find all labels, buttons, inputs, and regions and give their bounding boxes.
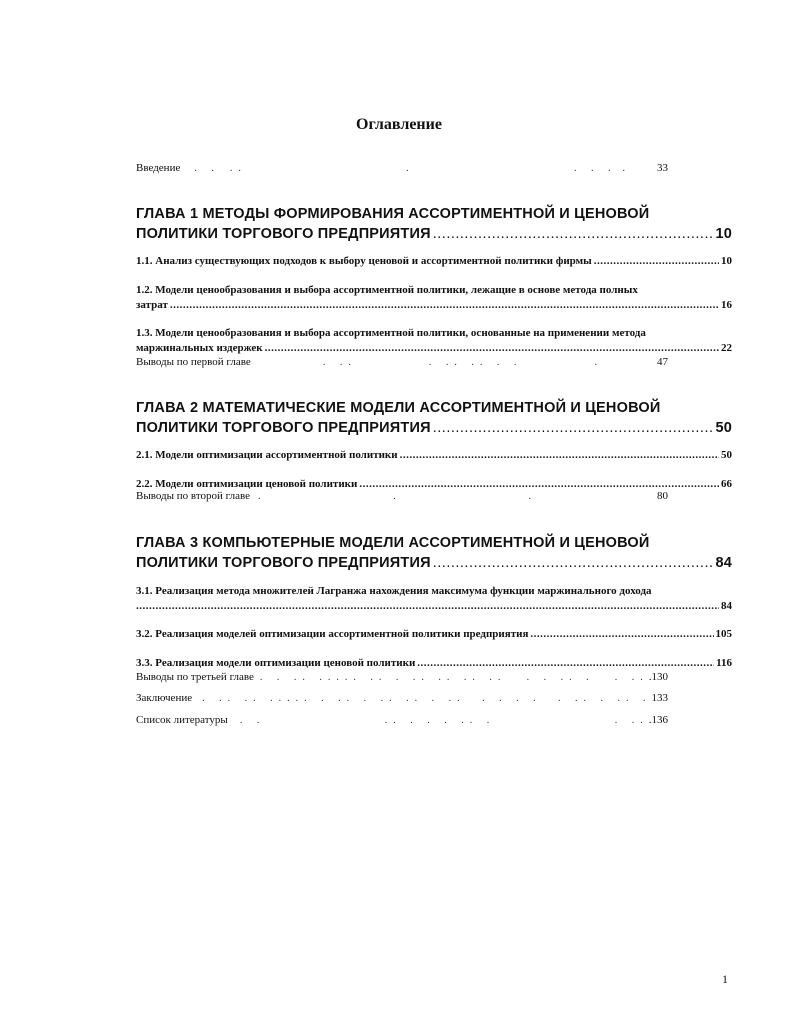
toc-section-3-2[interactable] xyxy=(136,627,732,642)
chapter-page: 50 xyxy=(715,420,732,436)
section-title: 2.2. Модели оптимизации ценовой политики xyxy=(136,478,358,490)
toc-conclusion-3[interactable]: Выводы по третьей главе . . .. ..... .. . .. .. .. .. . . .. . . .. .130 xyxy=(136,671,668,683)
toc-section-3-1[interactable] xyxy=(136,584,732,614)
toc-section-1-2[interactable] xyxy=(136,283,732,313)
section-title-line1: 3.1. Реализация метода множителей Лагранжа нахождения максимума функции маржинального дохода xyxy=(136,585,652,597)
section-page: 105 xyxy=(715,628,732,640)
toc-conclusion-2[interactable]: Выводы по второй главе . . . 80 xyxy=(136,490,668,502)
toc-entry-page: 133 xyxy=(651,692,669,704)
toc-entry-label: Заключение xyxy=(136,692,193,704)
toc-entry-page: 33 xyxy=(657,162,668,174)
section-title-line2: затрат xyxy=(136,299,168,311)
page-number: 1 xyxy=(722,972,728,986)
section-page: 50 xyxy=(721,449,732,461)
section-page: 66 xyxy=(721,478,732,490)
toc-entry-page: .130 xyxy=(648,671,668,683)
section-title: 1.1. Анализ существующих подходов к выбору ценовой и ассортиментной политики фирмы xyxy=(136,255,592,267)
chapter-title-line1: ГЛАВА 3 КОМПЬЮТЕРНЫЕ МОДЕЛИ АССОРТИМЕНТНОЙ И ЦЕНОВОЙ xyxy=(136,535,650,551)
chapter-title-line2: ПОЛИТИКИ ТОРГОВОГО ПРЕДПРИЯТИЯ xyxy=(136,555,431,571)
section-page: 84 xyxy=(721,600,732,612)
toc-section-1-1[interactable] xyxy=(136,254,732,269)
dot-leader xyxy=(433,553,714,573)
toc-conclusion-1[interactable]: Выводы по первой главе . .. . .. .. . . . 47 xyxy=(136,356,668,368)
section-title: 2.1. Модели оптимизации ассортиментной политики xyxy=(136,449,398,461)
toc-entry-intro[interactable]: Введение . . .. . . . . . 33 xyxy=(136,162,668,174)
toc-entry-label: Введение xyxy=(136,162,181,174)
section-title-line2: маржинальных издержек xyxy=(136,342,263,354)
toc-chapter-3[interactable] xyxy=(136,533,732,573)
chapter-title-line1: ГЛАВА 2 МАТЕМАТИЧЕСКИЕ МОДЕЛИ АССОРТИМЕНТНОЙ И ЦЕНОВОЙ xyxy=(136,400,661,416)
section-page: 116 xyxy=(716,657,732,669)
section-title: 3.3. Реализация модели оптимизации ценовой политики xyxy=(136,657,416,669)
toc-entry-label: Список литературы xyxy=(136,714,228,726)
toc-entry-page: 47 xyxy=(657,356,668,368)
dot-leader xyxy=(170,298,719,313)
section-title: 3.2. Реализация моделей оптимизации ассортиментной политики предприятия xyxy=(136,628,529,640)
toc-entry-references[interactable]: Список литературы . . .. . . . .. . . .. .136 xyxy=(136,714,668,726)
toc-section-2-1[interactable] xyxy=(136,448,732,463)
toc-entry-label: Выводы по третьей главе xyxy=(136,671,254,683)
dot-leader xyxy=(136,599,719,614)
section-page: 10 xyxy=(721,255,732,267)
chapter-title-line1: ГЛАВА 1 МЕТОДЫ ФОРМИРОВАНИЯ АССОРТИМЕНТНОЙ И ЦЕНОВОЙ xyxy=(136,206,650,222)
section-page: 16 xyxy=(721,299,732,311)
chapter-title-line2: ПОЛИТИКИ ТОРГОВОГО ПРЕДПРИЯТИЯ xyxy=(136,420,431,436)
toc-entry-page: .136 xyxy=(648,714,668,726)
section-title-line1: 1.3. Модели ценообразования и выбора ассортиментной политики, основанные на применении метода xyxy=(136,327,646,339)
dot-leader xyxy=(594,254,719,269)
chapter-page: 84 xyxy=(715,555,732,571)
toc-section-1-3[interactable] xyxy=(136,326,732,356)
dot-leader xyxy=(265,341,719,356)
chapter-page: 10 xyxy=(715,226,732,242)
toc-entry-label: Выводы по первой главе xyxy=(136,356,251,368)
dot-leader xyxy=(530,627,713,642)
dot-leader xyxy=(433,224,714,244)
section-page: 22 xyxy=(721,342,732,354)
chapter-title-line2: ПОЛИТИКИ ТОРГОВОГО ПРЕДПРИЯТИЯ xyxy=(136,226,431,242)
dot-leader xyxy=(433,418,714,438)
toc-entry-conclusion[interactable]: Заключение . .. .. ..... . .. . .. .. . .. . . . . . .. . .. . 133 xyxy=(136,692,669,704)
toc-chapter-2[interactable] xyxy=(136,398,732,438)
dot-leader xyxy=(417,656,714,671)
toc-section-3-3[interactable] xyxy=(136,656,732,671)
dot-leader xyxy=(400,448,719,463)
toc-entry-label: Выводы по второй главе xyxy=(136,490,250,502)
toc-chapter-1[interactable] xyxy=(136,204,732,244)
toc-entry-page: 80 xyxy=(657,490,668,502)
section-title-line1: 1.2. Модели ценообразования и выбора ассортиментной политики, лежащие в основе метода полных xyxy=(136,284,638,296)
toc-title: Оглавление xyxy=(356,116,442,133)
